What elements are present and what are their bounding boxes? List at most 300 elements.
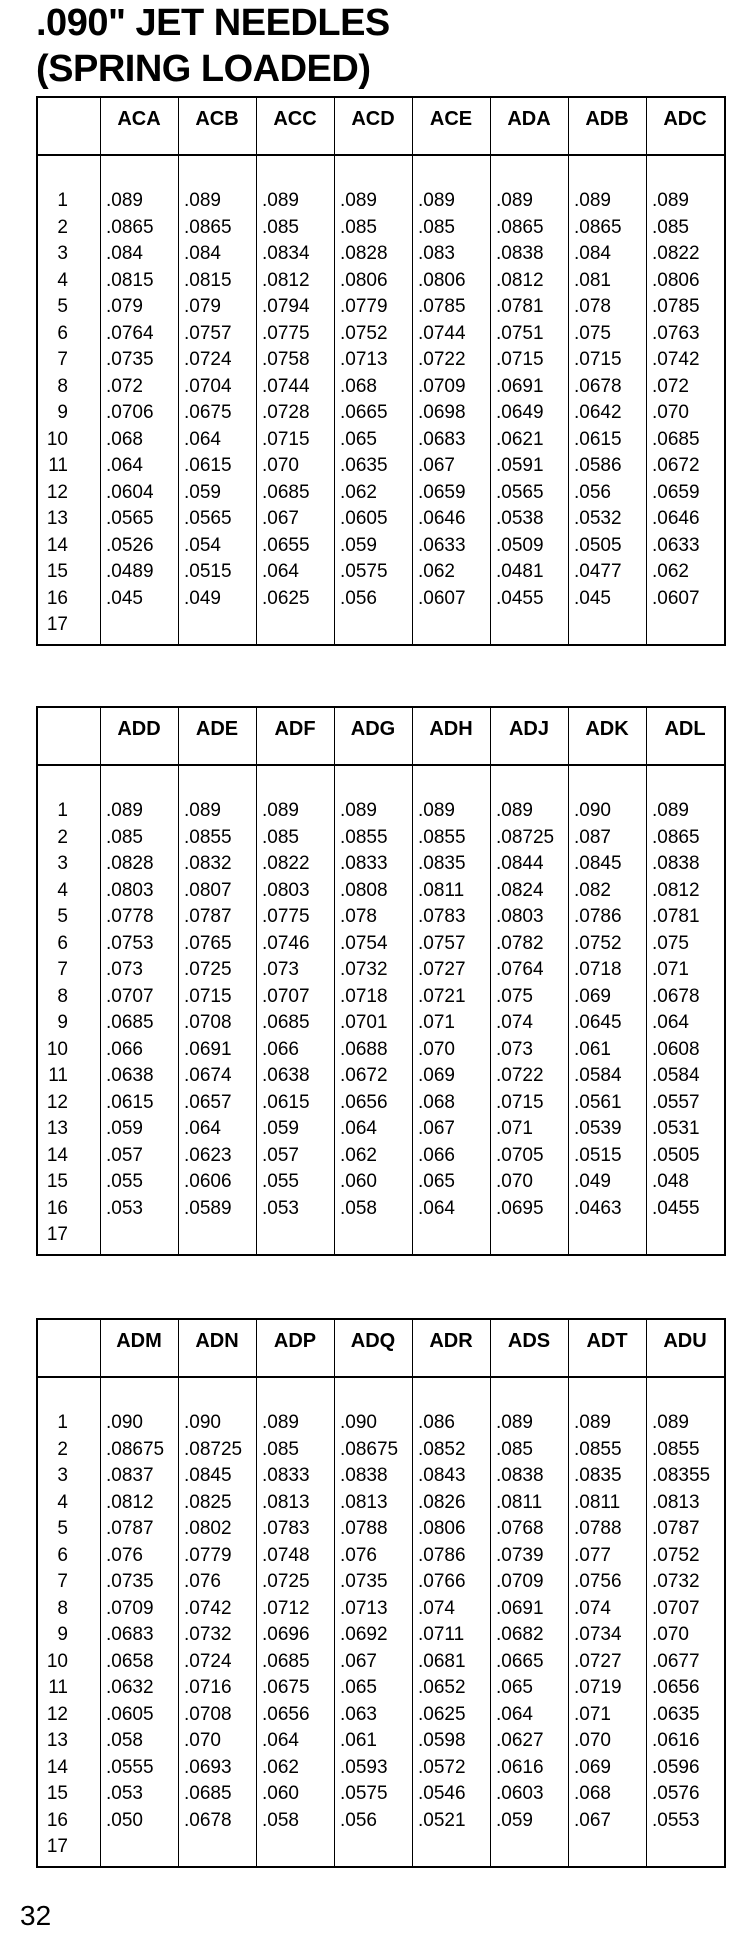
needle-diameter-cell: .070: [652, 402, 689, 423]
needle-diameter-cell: .064: [262, 1730, 299, 1751]
row-number: 12: [46, 481, 68, 503]
needle-diameter-cell: .0728: [262, 402, 310, 423]
needle-diameter-cell: .0786: [418, 1544, 466, 1566]
needle-diameter-cell: .0725: [262, 1571, 310, 1592]
needle-diameter-cell: .0704: [184, 375, 232, 397]
row-number: 13: [46, 1118, 68, 1139]
needle-diameter-cell: .0455: [496, 587, 544, 609]
row-number: 6: [57, 932, 68, 954]
needle-diameter-cell: .0625: [262, 587, 310, 609]
needle-diameter-cell: .0696: [262, 1624, 310, 1645]
needle-diameter-cell: .0715: [496, 349, 544, 370]
needle-diameter-cell: .089: [652, 190, 689, 211]
needle-diameter-cell: .0604: [106, 481, 154, 503]
needle-diameter-cell: .0727: [418, 959, 466, 980]
needle-diameter-cell: .085: [340, 216, 377, 238]
needle-diameter-cell: .045: [574, 587, 611, 609]
needle-diameter-cell: .069: [418, 1065, 455, 1086]
row-number: 3: [57, 853, 68, 874]
needle-diameter-cell: .0683: [418, 428, 466, 450]
needle-diameter-cell: .076: [184, 1571, 221, 1592]
needle-diameter-cell: .071: [652, 959, 689, 980]
needle-diameter-cell: .070: [262, 455, 299, 476]
row-number: 6: [57, 1544, 68, 1566]
needle-diameter-cell: .0722: [496, 1065, 544, 1086]
needle-diameter-cell: .0811: [418, 879, 465, 901]
needle-diameter-cell: .0646: [652, 508, 700, 529]
row-number: 12: [46, 1703, 68, 1725]
needle-diameter-cell: .087: [574, 826, 611, 848]
needle-diameter-cell: .0677: [652, 1650, 700, 1672]
needle-diameter-cell: .0787: [106, 1518, 154, 1539]
needle-diameter-cell: .0455: [652, 1197, 700, 1219]
needle-diameter-cell: .0753: [106, 932, 154, 954]
needle-diameter-cell: .0649: [496, 402, 544, 423]
needle-diameter-cell: .0656: [652, 1677, 700, 1698]
row-number: 8: [57, 375, 68, 397]
needle-diameter-cell: .090: [574, 800, 611, 821]
needle-diameter-cell: .0584: [652, 1065, 700, 1086]
needle-diameter-cell: .064: [418, 1197, 455, 1219]
row-number: 2: [57, 826, 68, 848]
column-header: ADU: [663, 1330, 707, 1352]
needle-diameter-cell: .089: [184, 800, 221, 821]
needle-diameter-cell: .069: [574, 1756, 611, 1778]
needle-diameter-cell: .0724: [184, 1650, 232, 1672]
needle-diameter-cell: .085: [262, 1438, 299, 1460]
row-number: 4: [57, 1491, 68, 1513]
needle-diameter-cell: .0685: [652, 428, 700, 450]
needle-diameter-cell: .0607: [418, 587, 466, 609]
needle-diameter-cell: .0788: [574, 1518, 622, 1539]
needle-diameter-cell: .0855: [184, 826, 232, 848]
needle-diameter-cell: .0576: [652, 1783, 700, 1804]
needle-diameter-cell: .0557: [652, 1091, 700, 1113]
needle-diameter-cell: .0565: [496, 481, 544, 503]
needle-diameter-cell: .085: [418, 216, 455, 238]
needle-diameter-cell: .0635: [652, 1703, 700, 1725]
needle-diameter-cell: .0734: [574, 1624, 622, 1645]
needle-diameter-cell: .085: [496, 1438, 533, 1460]
row-number: 11: [48, 455, 68, 476]
needle-diameter-cell: .0627: [496, 1730, 544, 1751]
needle-diameter-cell: .0742: [652, 349, 700, 370]
needle-diameter-cell: .0765: [184, 932, 232, 954]
column-divider: [334, 708, 335, 1254]
needle-diameter-cell: .0837: [106, 1465, 154, 1486]
needle-diameter-cell: .0652: [418, 1677, 466, 1698]
needle-diameter-cell: .0707: [262, 985, 310, 1007]
needle-diameter-cell: .0672: [340, 1065, 388, 1086]
needle-diameter-cell: .0633: [418, 534, 466, 556]
needle-diameter-cell: .0678: [184, 1809, 232, 1831]
needle-diameter-cell: .0718: [574, 959, 622, 980]
needle-diameter-cell: .0509: [496, 534, 544, 556]
column-header: ADB: [585, 108, 629, 130]
needle-diameter-cell: .0806: [652, 269, 700, 291]
row-number: 17: [46, 1836, 68, 1857]
needle-diameter-cell: .0555: [106, 1756, 154, 1778]
needle-diameter-cell: .059: [184, 481, 221, 503]
needle-diameter-cell: .0806: [340, 269, 388, 291]
needle-diameter-cell: .089: [262, 800, 299, 821]
needle-diameter-cell: .0515: [574, 1144, 622, 1166]
needle-diameter-cell: .062: [418, 561, 455, 582]
needle-diameter-cell: .0813: [262, 1491, 310, 1513]
column-header: ACB: [195, 108, 239, 130]
needle-diameter-cell: .0811: [496, 1491, 543, 1513]
needle-diameter-cell: .0709: [418, 375, 466, 397]
row-number: 4: [57, 879, 68, 901]
needle-diameter-cell: .0623: [184, 1144, 232, 1166]
needle-diameter-cell: .0855: [652, 1438, 700, 1460]
needle-diameter-cell: .0828: [340, 243, 388, 264]
needle-diameter-cell: .059: [106, 1118, 143, 1139]
needle-diameter-cell: .074: [574, 1597, 611, 1619]
needle-diameter-cell: .089: [340, 190, 377, 211]
needle-diameter-cell: .0685: [184, 1783, 232, 1804]
needle-diameter-cell: .0822: [262, 853, 310, 874]
needle-diameter-cell: .066: [262, 1038, 299, 1060]
needle-diameter-cell: .0616: [652, 1730, 700, 1751]
page-number: 32: [20, 1900, 52, 1931]
row-number: 17: [46, 1224, 68, 1245]
row-number: 5: [57, 1518, 68, 1539]
needle-diameter-cell: .0616: [496, 1756, 544, 1778]
needle-diameter-cell: .089: [106, 190, 143, 211]
needle-diameter-cell: .0685: [262, 1012, 310, 1033]
needle-diameter-cell: .0803: [496, 906, 544, 927]
row-number: 14: [46, 1756, 68, 1778]
needle-diameter-cell: .0835: [574, 1465, 622, 1486]
column-header: ACA: [117, 108, 161, 130]
needle-diameter-cell: .0586: [574, 455, 622, 476]
needle-diameter-cell: .0865: [184, 216, 232, 238]
row-number: 2: [57, 216, 68, 238]
needle-diameter-cell: .074: [418, 1597, 455, 1619]
needle-diameter-cell: .0607: [652, 587, 700, 609]
needle-diameter-cell: .068: [574, 1783, 611, 1804]
needle-diameter-cell: .076: [106, 1544, 143, 1566]
row-number: 16: [46, 587, 68, 609]
needle-diameter-cell: .077: [574, 1544, 611, 1566]
needle-diameter-cell: .0766: [418, 1571, 466, 1592]
column-divider: [490, 98, 491, 644]
needle-diameter-cell: .0515: [184, 561, 232, 582]
needle-diameter-cell: .090: [106, 1412, 143, 1433]
needle-diameter-cell: .0646: [418, 508, 466, 529]
needle-diameter-cell: .057: [262, 1144, 299, 1166]
needle-diameter-cell: .075: [496, 985, 533, 1007]
needle-diameter-cell: .084: [574, 243, 611, 264]
needle-diameter-cell: .089: [652, 1412, 689, 1433]
needle-diameter-cell: .059: [340, 534, 377, 556]
column-header: ACC: [273, 108, 317, 130]
row-number: 5: [57, 906, 68, 927]
needle-diameter-cell: .0764: [106, 322, 154, 344]
needle-diameter-cell: .0593: [340, 1756, 388, 1778]
needle-diameter-cell: .064: [106, 455, 143, 476]
needle-diameter-cell: .0732: [184, 1624, 232, 1645]
needle-diameter-cell: .0638: [106, 1065, 154, 1086]
needle-diameter-cell: .085: [262, 826, 299, 848]
needle-diameter-cell: .089: [418, 800, 455, 821]
column-divider: [256, 708, 257, 1254]
row-number: 10: [46, 428, 68, 450]
needle-diameter-cell: .065: [418, 1171, 455, 1192]
needle-diameter-cell: .0715: [184, 985, 232, 1007]
needle-diameter-cell: .0744: [262, 375, 310, 397]
table-header: [38, 708, 724, 766]
needle-diameter-cell: .0763: [652, 322, 700, 344]
needle-diameter-cell: .0811: [574, 1491, 621, 1513]
column-header: ACD: [351, 108, 395, 130]
needle-diameter-cell: .0845: [184, 1465, 232, 1486]
needle-diameter-cell: .0709: [106, 1597, 154, 1619]
jet-needle-table-2: [36, 706, 726, 1256]
table-header: [38, 1320, 724, 1378]
needle-diameter-cell: .0675: [262, 1677, 310, 1698]
needle-diameter-cell: .0695: [496, 1197, 544, 1219]
column-header: ADD: [117, 718, 161, 740]
column-divider: [100, 98, 101, 644]
needle-diameter-cell: .0752: [652, 1544, 700, 1566]
row-number: 16: [46, 1197, 68, 1219]
needle-diameter-cell: .054: [184, 534, 221, 556]
column-divider: [178, 1320, 179, 1866]
needle-diameter-cell: .045: [106, 587, 143, 609]
needle-diameter-cell: .0615: [262, 1091, 310, 1113]
needle-diameter-cell: .0658: [106, 1650, 154, 1672]
needle-diameter-cell: .049: [574, 1171, 611, 1192]
needle-diameter-cell: .0608: [652, 1038, 700, 1060]
needle-diameter-cell: .048: [652, 1171, 689, 1192]
column-header: ADK: [585, 718, 629, 740]
needle-diameter-cell: .0505: [574, 534, 622, 556]
column-divider: [568, 98, 569, 644]
needle-diameter-cell: .0735: [106, 349, 154, 370]
title-line-1: .090" JET NEEDLES: [36, 2, 390, 44]
needle-diameter-cell: .0855: [574, 1438, 622, 1460]
needle-diameter-cell: .0575: [340, 1783, 388, 1804]
needle-diameter-cell: .0754: [340, 932, 388, 954]
needle-diameter-cell: .0865: [574, 216, 622, 238]
column-header: ADR: [429, 1330, 473, 1352]
needle-diameter-cell: .0752: [574, 932, 622, 954]
needle-diameter-cell: .0681: [418, 1650, 466, 1672]
needle-diameter-cell: .085: [106, 826, 143, 848]
needle-diameter-cell: .063: [340, 1703, 377, 1725]
needle-diameter-cell: .0838: [340, 1465, 388, 1486]
needle-diameter-cell: .0845: [574, 853, 622, 874]
column-header: ADS: [507, 1330, 551, 1352]
column-divider: [490, 1320, 491, 1866]
needle-diameter-cell: .0718: [340, 985, 388, 1007]
needle-diameter-cell: .0722: [418, 349, 466, 370]
needle-diameter-cell: .0802: [184, 1518, 232, 1539]
needle-diameter-cell: .0584: [574, 1065, 622, 1086]
row-number: 8: [57, 1597, 68, 1619]
needle-diameter-cell: .0843: [418, 1465, 466, 1486]
needle-diameter-cell: .053: [262, 1197, 299, 1219]
row-number: 9: [57, 1624, 68, 1645]
needle-diameter-cell: .0632: [106, 1677, 154, 1698]
column-header: ADH: [429, 718, 473, 740]
needle-diameter-cell: .0656: [262, 1703, 310, 1725]
needle-diameter-cell: .0812: [496, 269, 544, 291]
needle-diameter-cell: .058: [340, 1197, 377, 1219]
needle-diameter-cell: .0546: [418, 1783, 466, 1804]
needle-diameter-cell: .089: [652, 800, 689, 821]
needle-diameter-cell: .0725: [184, 959, 232, 980]
column-header: ADQ: [350, 1330, 396, 1352]
needle-diameter-cell: .067: [340, 1650, 377, 1672]
needle-diameter-cell: .0706: [106, 402, 154, 423]
needle-diameter-cell: .059: [496, 1809, 533, 1831]
needle-diameter-cell: .0685: [262, 481, 310, 503]
needle-diameter-cell: .0539: [574, 1118, 622, 1139]
needle-diameter-cell: .0785: [418, 296, 466, 317]
needle-diameter-cell: .073: [262, 959, 299, 980]
needle-diameter-cell: .070: [574, 1730, 611, 1751]
needle-diameter-cell: .08355: [652, 1465, 711, 1486]
needle-diameter-cell: .0526: [106, 534, 154, 556]
needle-diameter-cell: .0775: [262, 322, 310, 344]
needle-diameter-cell: .0806: [418, 1518, 466, 1539]
needle-diameter-cell: .0778: [106, 906, 154, 927]
column-divider: [412, 98, 413, 644]
needle-diameter-cell: .0812: [106, 1491, 154, 1513]
needle-diameter-cell: .0489: [106, 561, 154, 582]
needle-diameter-cell: .0589: [184, 1197, 232, 1219]
needle-diameter-cell: .0781: [652, 906, 700, 927]
needle-diameter-cell: .08725: [184, 1438, 243, 1460]
needle-diameter-cell: .0716: [184, 1677, 232, 1698]
needle-diameter-cell: .0788: [340, 1518, 388, 1539]
column-header: ADT: [586, 1330, 628, 1352]
needle-diameter-cell: .062: [262, 1756, 299, 1778]
needle-diameter-cell: .0865: [106, 216, 154, 238]
needle-diameter-cell: .0735: [340, 1571, 388, 1592]
needle-diameter-cell: .0481: [496, 561, 544, 582]
needle-diameter-cell: .0505: [652, 1144, 700, 1166]
needle-diameter-cell: .0865: [652, 826, 700, 848]
needle-diameter-cell: .090: [340, 1412, 377, 1433]
needle-diameter-cell: .056: [574, 481, 611, 503]
needle-diameter-cell: .075: [652, 932, 689, 954]
needle-diameter-cell: .0752: [340, 322, 388, 344]
row-number: 6: [57, 322, 68, 344]
row-number: 9: [57, 1012, 68, 1033]
row-number: 7: [57, 1571, 68, 1592]
needle-diameter-cell: .067: [574, 1809, 611, 1831]
needle-diameter-cell: .0675: [184, 402, 232, 423]
needle-diameter-cell: .053: [106, 1783, 143, 1804]
needle-diameter-cell: .0477: [574, 561, 622, 582]
needle-diameter-cell: .0565: [184, 508, 232, 529]
needle-diameter-cell: .0692: [340, 1624, 388, 1645]
needle-diameter-cell: .073: [496, 1038, 533, 1060]
needle-diameter-cell: .0807: [184, 879, 232, 901]
needle-diameter-cell: .089: [106, 800, 143, 821]
needle-diameter-cell: .0739: [496, 1544, 544, 1566]
needle-diameter-cell: .0835: [418, 853, 466, 874]
needle-diameter-cell: .0463: [574, 1197, 622, 1219]
column-divider: [334, 98, 335, 644]
needle-diameter-cell: .0742: [184, 1597, 232, 1619]
needle-diameter-cell: .061: [340, 1730, 377, 1751]
needle-diameter-cell: .0855: [418, 826, 466, 848]
needle-diameter-cell: .0748: [262, 1544, 310, 1566]
needle-diameter-cell: .0794: [262, 296, 310, 317]
needle-diameter-cell: .0605: [106, 1703, 154, 1725]
needle-diameter-cell: .055: [106, 1171, 143, 1192]
needle-diameter-cell: .0674: [184, 1065, 232, 1086]
column-header: ADA: [507, 108, 551, 130]
needle-diameter-cell: .071: [418, 1012, 455, 1033]
needle-diameter-cell: .0787: [652, 1518, 700, 1539]
needle-diameter-cell: .0786: [574, 906, 622, 927]
needle-diameter-cell: .067: [418, 1118, 455, 1139]
column-header: ADJ: [508, 718, 549, 740]
needle-diameter-cell: .085: [652, 216, 689, 238]
needle-diameter-cell: .060: [340, 1171, 377, 1192]
row-number: 9: [57, 402, 68, 423]
needle-diameter-cell: .068: [340, 375, 377, 397]
needle-diameter-cell: .070: [496, 1171, 533, 1192]
needle-diameter-cell: .0757: [184, 322, 232, 344]
needle-diameter-cell: .056: [340, 1809, 377, 1831]
needle-diameter-cell: .089: [496, 190, 533, 211]
needle-diameter-cell: .056: [340, 587, 377, 609]
column-header: ACE: [429, 108, 473, 130]
column-divider: [646, 98, 647, 644]
column-divider: [646, 1320, 647, 1866]
needle-diameter-cell: .0803: [262, 879, 310, 901]
needle-diameter-cell: .0757: [418, 932, 466, 954]
needle-diameter-cell: .0642: [574, 402, 622, 423]
needle-diameter-cell: .0727: [574, 1650, 622, 1672]
needle-diameter-cell: .0833: [340, 853, 388, 874]
needle-diameter-cell: .0715: [496, 1091, 544, 1113]
needle-diameter-cell: .0775: [262, 906, 310, 927]
needle-diameter-cell: .0834: [262, 243, 310, 264]
needle-diameter-cell: .0615: [574, 428, 622, 450]
needle-diameter-cell: .0538: [496, 508, 544, 529]
needle-diameter-cell: .0575: [340, 561, 388, 582]
needle-diameter-cell: .0635: [340, 455, 388, 476]
row-number: 15: [46, 1171, 68, 1192]
jet-needle-table-3: [36, 1318, 726, 1868]
needle-diameter-cell: .0708: [184, 1703, 232, 1725]
needle-diameter-cell: .0787: [184, 906, 232, 927]
needle-diameter-cell: .0665: [496, 1650, 544, 1672]
row-number: 10: [46, 1038, 68, 1060]
needle-diameter-cell: .0822: [652, 243, 700, 264]
needle-diameter-cell: .0813: [652, 1491, 700, 1513]
row-number: 1: [57, 190, 68, 211]
needle-diameter-cell: .0785: [652, 296, 700, 317]
row-number: 17: [46, 614, 68, 635]
needle-diameter-cell: .085: [262, 216, 299, 238]
needle-diameter-cell: .0756: [574, 1571, 622, 1592]
needle-diameter-cell: .0732: [340, 959, 388, 980]
needle-diameter-cell: .0865: [496, 216, 544, 238]
column-divider: [412, 1320, 413, 1866]
needle-diameter-cell: .0656: [340, 1091, 388, 1113]
needle-diameter-cell: .0625: [418, 1703, 466, 1725]
needle-diameter-cell: .084: [184, 243, 221, 264]
